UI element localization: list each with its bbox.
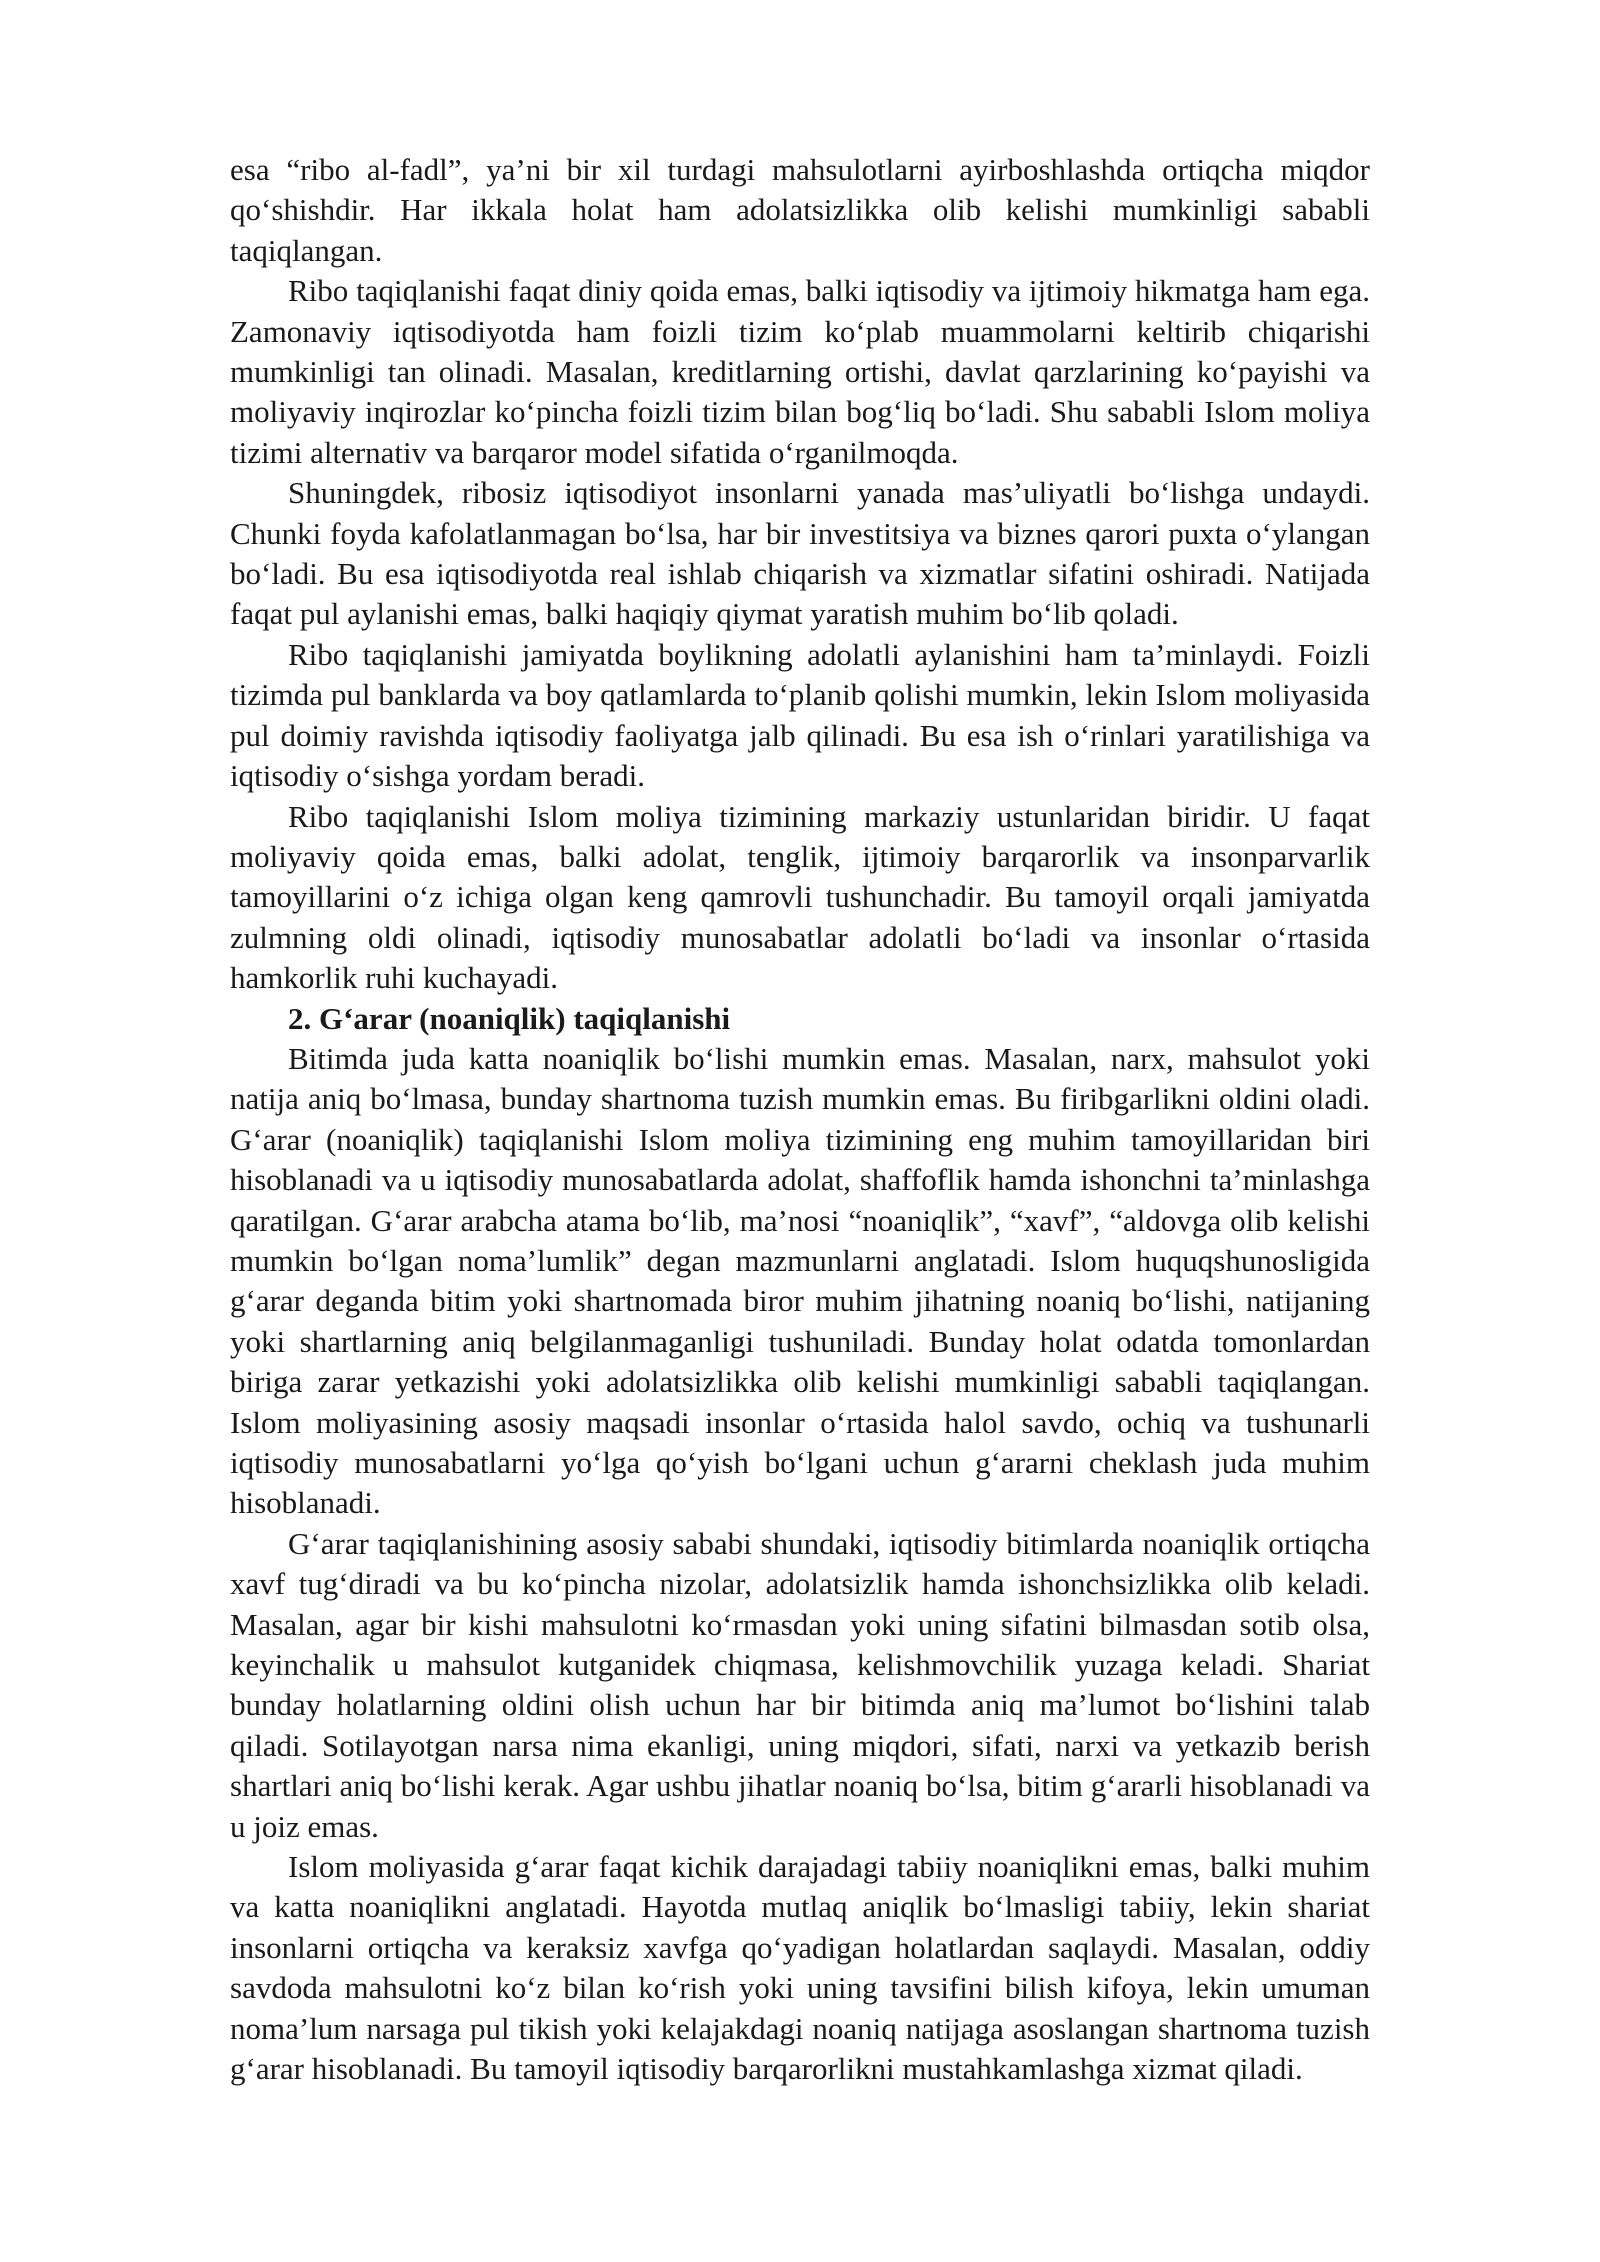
- paragraph-responsibility: Shuningdek, ribosiz iqtisodiyot insonlarni yanada mas’uliyatli bo‘lishga undaydi. Chunki foyda kafolatlanmagan bo‘lsa, har bir investitsiya va biznes qarori puxta o‘ylangan bo‘ladi. Bu esa iqtisodiyotda real ishlab chiqarish va xizmatlar sifatini oshiradi. Natijada faqat pul aylanishi emas, balki haqiqiy qiymat yaratish muhim bo‘lib qoladi.: [230, 475, 1370, 632]
- paragraph-garar-definition: Bitimda juda katta noaniqlik bo‘lishi mumkin emas. Masalan, narx, mahsulot yoki natija aniq bo‘lmasa, bunday shartnoma tuzish mumkin emas. Bu firibgarlikni oldini oladi. G‘arar (noaniqlik) taqiqlanishi Islom moliya tizimining eng muhim tamoyillaridan biri hisoblanadi va u iqtisodiy munosabatlarda adolat, shaffoflik hamda ishonchni ta’minlashga qaratilgan. G‘arar arabcha atama bo‘lib, ma’nosi “noaniqlik”, “xavf”, “aldovga olib kelishi mumkin bo‘lgan noma’lumlik” degan mazmunlarni anglatadi. Islom huquqshunosligida g‘arar deganda bitim yoki shartnomada biror muhim jihatning noaniq bo‘lishi, natijaning yoki shartlarning aniq belgilanmaganligi tushuniladi. Bunday holat odatda tomonlardan biriga zarar yetkazishi yoki adolatsizlikka olib kelishi mumkinligi sababli taqiqlangan. Islom moliyasining asosiy maqsadi insonlar o‘rtasida halol savdo, ochiq va tushunarli iqtisodiy munosabatlarni yo‘lga qo‘yish bo‘lgani uchun g‘ararni cheklash juda muhim hisoblanadi.: [230, 1040, 1370, 1521]
- document-page: [230, 150, 1370, 2090]
- paragraph-ribo-wisdom: Ribo taqiqlanishi faqat diniy qoida emas, balki iqtisodiy va ijtimoiy hikmatga ham ega. Zamonaviy iqtisodiyotda ham foizli tizim ko‘plab muammolarni keltirib chiqarishi mumkinligi tan olinadi. Masalan, kreditlarning ortishi, davlat qarzlarining ko‘payishi va moliyaviy inqirozlar ko‘pincha foizli tizim bilan bog‘liq bo‘ladi. Shu sababli Islom moliya tizimi alternativ va barqaror model sifatida o‘rganilmoqda.: [230, 273, 1370, 470]
- paragraph-wealth-circulation: Ribo taqiqlanishi jamiyatda boylikning adolatli aylanishini ham ta’minlaydi. Foizli tizimda pul banklarda va boy qatlamlarda to‘planib qolishi mumkin, lekin Islom moliyasida pul doimiy ravishda iqtisodiy faoliyatga jalb qilinadi. Bu esa ish o‘rinlari yaratilishiga va iqtisodiy o‘sishga yordam beradi.: [230, 636, 1370, 794]
- paragraph-garar-reason: G‘arar taqiqlanishining asosiy sababi shundaki, iqtisodiy bitimlarda noaniqlik ortiqcha xavf tug‘diradi va bu ko‘pincha nizolar, adolatsizlik hamda ishonchsizlikka olib keladi. Masalan, agar bir kishi mahsulotni ko‘rmasdan yoki uning sifatini bilmasdan sotib olsa, keyinchalik u mahsulot kutganidek chiqmasa, kelishmovchilik yuzaga keladi. Shariat bunday holatlarning oldini olish uchun har bir bitimda aniq ma’lumot bo‘lishini talab qiladi. Sotilayotgan narsa nima ekanligi, uning miqdori, sifati, narxi va yetkazib berish shartlari aniq bo‘lishi kerak. Agar ushbu jihatlar noaniq bo‘lsa, bitim g‘ararli hisoblanadi va u joiz emas.: [230, 1525, 1370, 1844]
- section-heading-garar: 2. G‘arar (noaniqlik) taqiqlanishi: [288, 1000, 731, 1036]
- paragraph-ribo-summary: Ribo taqiqlanishi Islom moliya tizimining markaziy ustunlaridan biridir. U faqat moliyaviy qoida emas, balki adolat, tenglik, ijtimoiy barqarorlik va insonparvarlik tamoyillarini o‘z ichiga olgan keng qamrovli tushunchadir. Bu tamoyil orqali jamiyatda zulmning oldi olinadi, iqtisodiy munosabatlar adolatli bo‘ladi va insonlar o‘rtasida hamkorlik ruhi kuchayadi.: [230, 798, 1370, 996]
- paragraph-ribo-al-fadl: esa “ribo al-fadl”, ya’ni bir xil turdagi mahsulotlarni ayirboshlashda ortiqcha miqdor qo‘shishdir. Har ikkala holat ham adolatsizlikka olib kelishi mumkinligi sababli taqiqlangan.: [230, 152, 1370, 268]
- paragraph-garar-degree: Islom moliyasida g‘arar faqat kichik darajadagi tabiiy noaniqlikni emas, balki muhim va katta noaniqlikni anglatadi. Hayotda mutlaq aniqlik bo‘lmasligi tabiiy, lekin shariat insonlarni ortiqcha va keraksiz xavfga qo‘yadigan holatlardan saqlaydi. Masalan, oddiy savdoda mahsulotni ko‘z bilan ko‘rish yoki uning tavsifini bilish kifoya, lekin umuman noma’lum narsaga pul tikish yoki kelajakdagi noaniq natijaga asoslangan shartnoma tuzish g‘arar hisoblanadi. Bu tamoyil iqtisodiy barqarorlikni mustahkamlashga xizmat qiladi.: [230, 1849, 1370, 2087]
